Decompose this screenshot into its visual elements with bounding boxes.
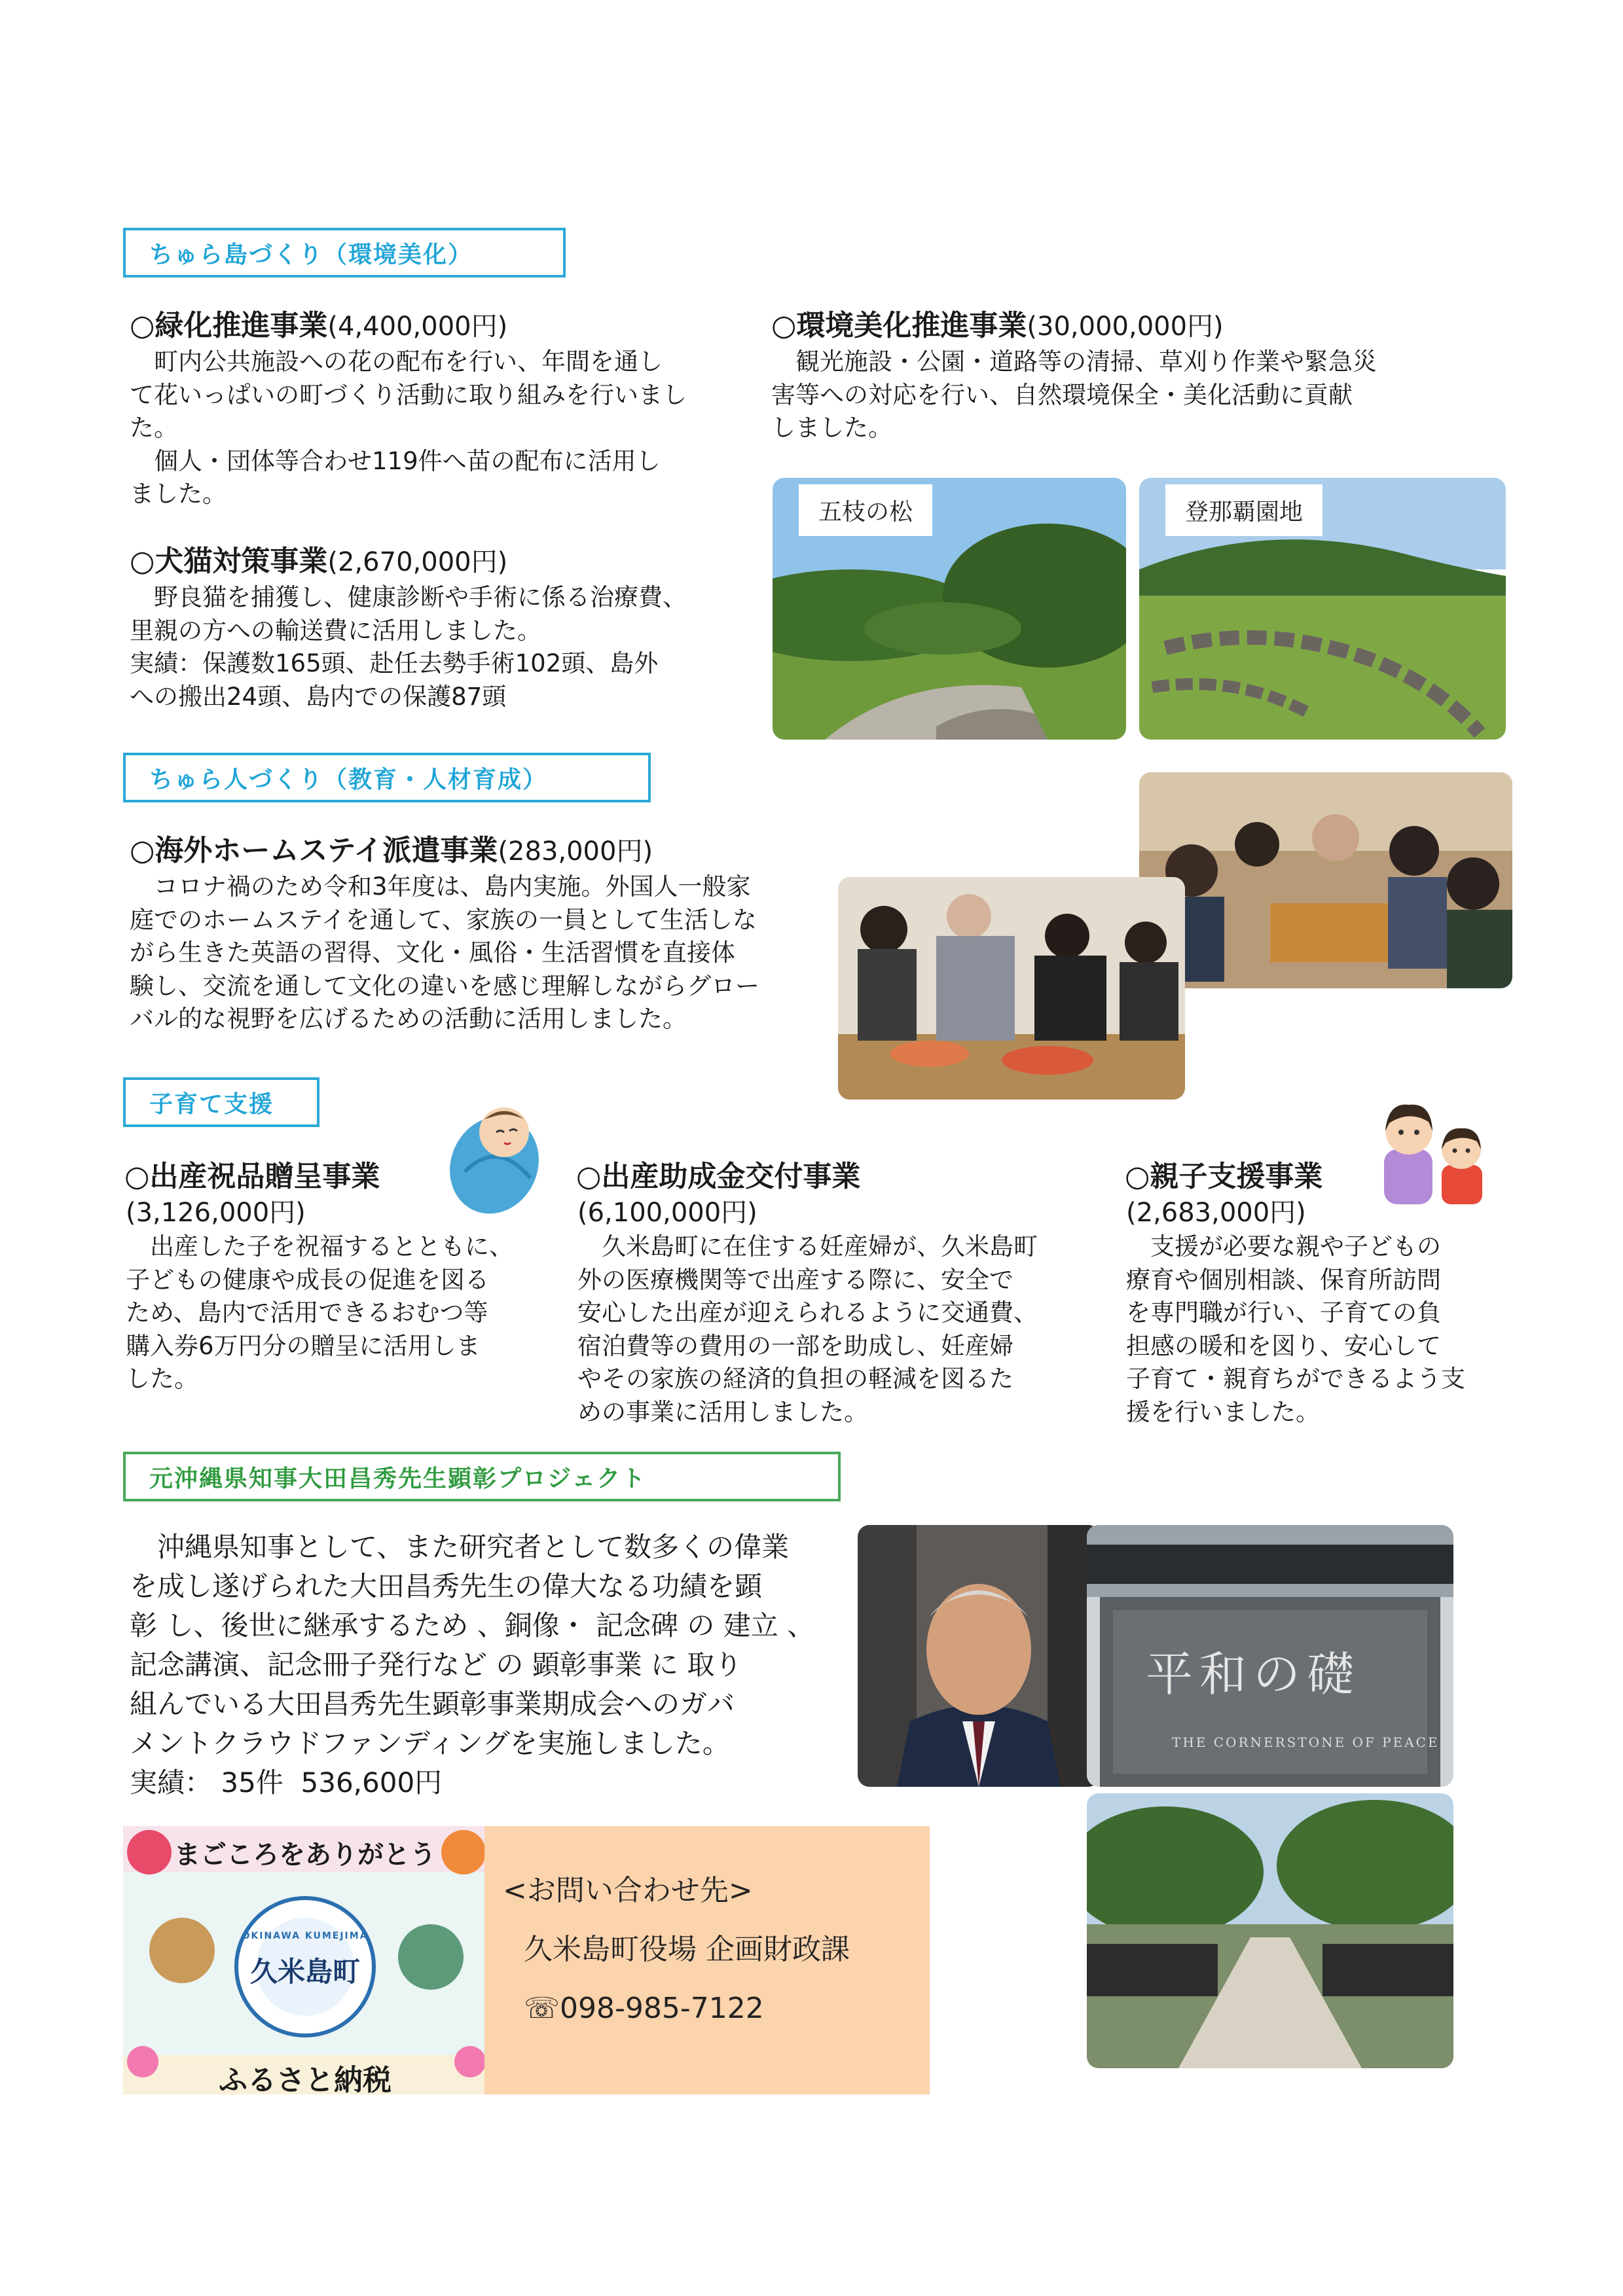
photo-homestay-cooking	[838, 877, 1185, 1100]
banner-bottom-text: ふるさと納税	[219, 2064, 392, 2094]
section-heading-text: 子育て支援	[149, 1090, 274, 1118]
subsidy-title: ○出産助成金交付事業	[576, 1160, 861, 1193]
parent-child-illustration-icon	[1375, 1093, 1493, 1204]
section-heading-text: ちゅら島づくり（環境美化）	[149, 241, 473, 268]
beautify-amount: (30,000,000円)	[1027, 312, 1224, 342]
subsidy-body: 久米島町に在住する妊産婦が、久米島町 外の医療機関等で出産する際に、安全で 安心した出産が迎えられるように交通費、 宿泊費等の費用の一部を助成し、妊産婦 やその家族の経済的負担の軽減を図るた めの事業に活用しました。	[577, 1232, 1038, 1426]
section-heading-childcare	[123, 1077, 319, 1127]
photo-peace-park-walkway	[1087, 1793, 1453, 2068]
subsidy-amount: (6,100,000円)	[577, 1198, 757, 1228]
petcontrol-body: 野良猫を捕獲し、健康診断や手術に係る治療費、 里親の方への輸送費に活用しました。 実績：保護数165頭、赴任去勢手術102頭、島外 への搬出24頭、島内での保護87頭	[130, 583, 687, 711]
homestay-title-text: ○海外ホームステイ派遣事業	[130, 834, 498, 867]
greening-amount: (4,400,000円)	[327, 312, 508, 342]
section-heading-environment	[123, 228, 566, 278]
photo-cornerstone-monument	[1087, 1525, 1453, 1787]
photo-pine-park	[773, 478, 1126, 740]
petcontrol-title-text: ○犬猫対策事業	[130, 545, 328, 578]
contact-heading: <お問い合わせ先>	[503, 1874, 753, 1907]
beautify-title	[771, 308, 1224, 345]
furusato-nozei-banner	[123, 1826, 487, 2094]
photo-homestay-group	[1139, 772, 1512, 988]
beautify-body: 観光施設・公園・道路等の清掃、草刈り作業や緊急災 害等への対応を行い、自然環境保全・美化活動に貢献 しました。	[771, 348, 1377, 442]
greening-title-text: ○緑化推進事業	[130, 309, 328, 342]
monument-inscription: 平和の礎	[1146, 1647, 1361, 1702]
greening-title	[130, 308, 507, 345]
beautify-title-text: ○環境美化推進事業	[771, 309, 1027, 342]
section-heading-text: ちゅら人づくり（教育・人材育成）	[149, 766, 548, 793]
gift-amount: (3,126,000円)	[126, 1198, 306, 1228]
banner-ring-text: OKINAWA KUMEJIMA	[242, 1931, 369, 1941]
section-heading-text: 元沖縄県知事大田昌秀先生顕彰プロジェクト	[149, 1465, 647, 1492]
photo-label-tonaha: 登那覇園地	[1165, 484, 1322, 536]
gift-body: 出産した子を祝福するとともに、 子どもの健康や成長の促進を図る ため、島内で活用できるおむつ等 購入券6万円分の贈呈に活用しま した。	[126, 1232, 513, 1393]
homestay-amount: (283,000円)	[498, 836, 653, 867]
petcontrol-amount: (2,670,000円)	[327, 547, 508, 577]
photo-tonaha-park	[1139, 478, 1506, 740]
section-heading-education	[123, 753, 651, 802]
gift-title: ○出産祝品贈呈事業	[124, 1160, 380, 1193]
photo-ota-portrait	[858, 1525, 1100, 1787]
contact-phone[interactable]: ☏098-985-7122	[524, 1992, 764, 2025]
support-title: ○親子支援事業	[1125, 1160, 1323, 1193]
baby-illustration-icon	[439, 1100, 550, 1217]
support-body: 支援が必要な親や子どもの 療育や個別相談、保育所訪問 を専門職が行い、子育ての負 担感の暖和を図り、安心して 子育て・親育ちができるよう支 援を行いました。	[1126, 1232, 1465, 1426]
banner-center-text: 久米島町	[249, 1956, 360, 1988]
homestay-body: コロナ禍のため令和3年度は、島内実施。外国人一般家 庭でのホームステイを通して、家族の一員として生活しな がら生きた英語の習得、文化・風俗・生活習慣を直接体 験し、交流を通して文化の違いを感じ理解しながらグロー バル的な視野を広げるための活動に活用しました。	[130, 872, 759, 1033]
contact-box	[484, 1826, 930, 2094]
banner-top-text: まごころをありがとう	[174, 1840, 436, 1870]
greening-body: 町内公共施設への花の配布を行い、年間を通し て花いっぱいの町づくり活動に取り組みを行いまし た。 個人・団体等合わせ119件へ苗の配布に活用し ました。	[130, 348, 687, 508]
photo-label-pine: 五枝の松	[799, 484, 932, 536]
ota-result: 実績： 35件 536,600円	[130, 1767, 443, 1799]
monument-subtitle: THE CORNERSTONE OF PEACE	[1172, 1734, 1440, 1750]
petcontrol-title	[130, 543, 507, 581]
section-heading-ota	[123, 1452, 841, 1501]
contact-office: 久米島町役場 企画財政課	[524, 1933, 850, 1966]
ota-body: 沖縄県知事として、また研究者として数多くの偉業 を成し遂げられた大田昌秀先生の偉大なる功績を顕 彰 し、後世に継承するため 、銅像・ 記念碑 の 建立 、 記念講演、記念冊子発行など の 顕彰事業 に 取り 組んでいる大田昌秀先生顕彰事業期成会へのガバ メントクラウドファンディングを実施しました。	[130, 1531, 815, 1759]
homestay-title	[130, 833, 653, 870]
support-amount: (2,683,000円)	[1126, 1198, 1306, 1228]
